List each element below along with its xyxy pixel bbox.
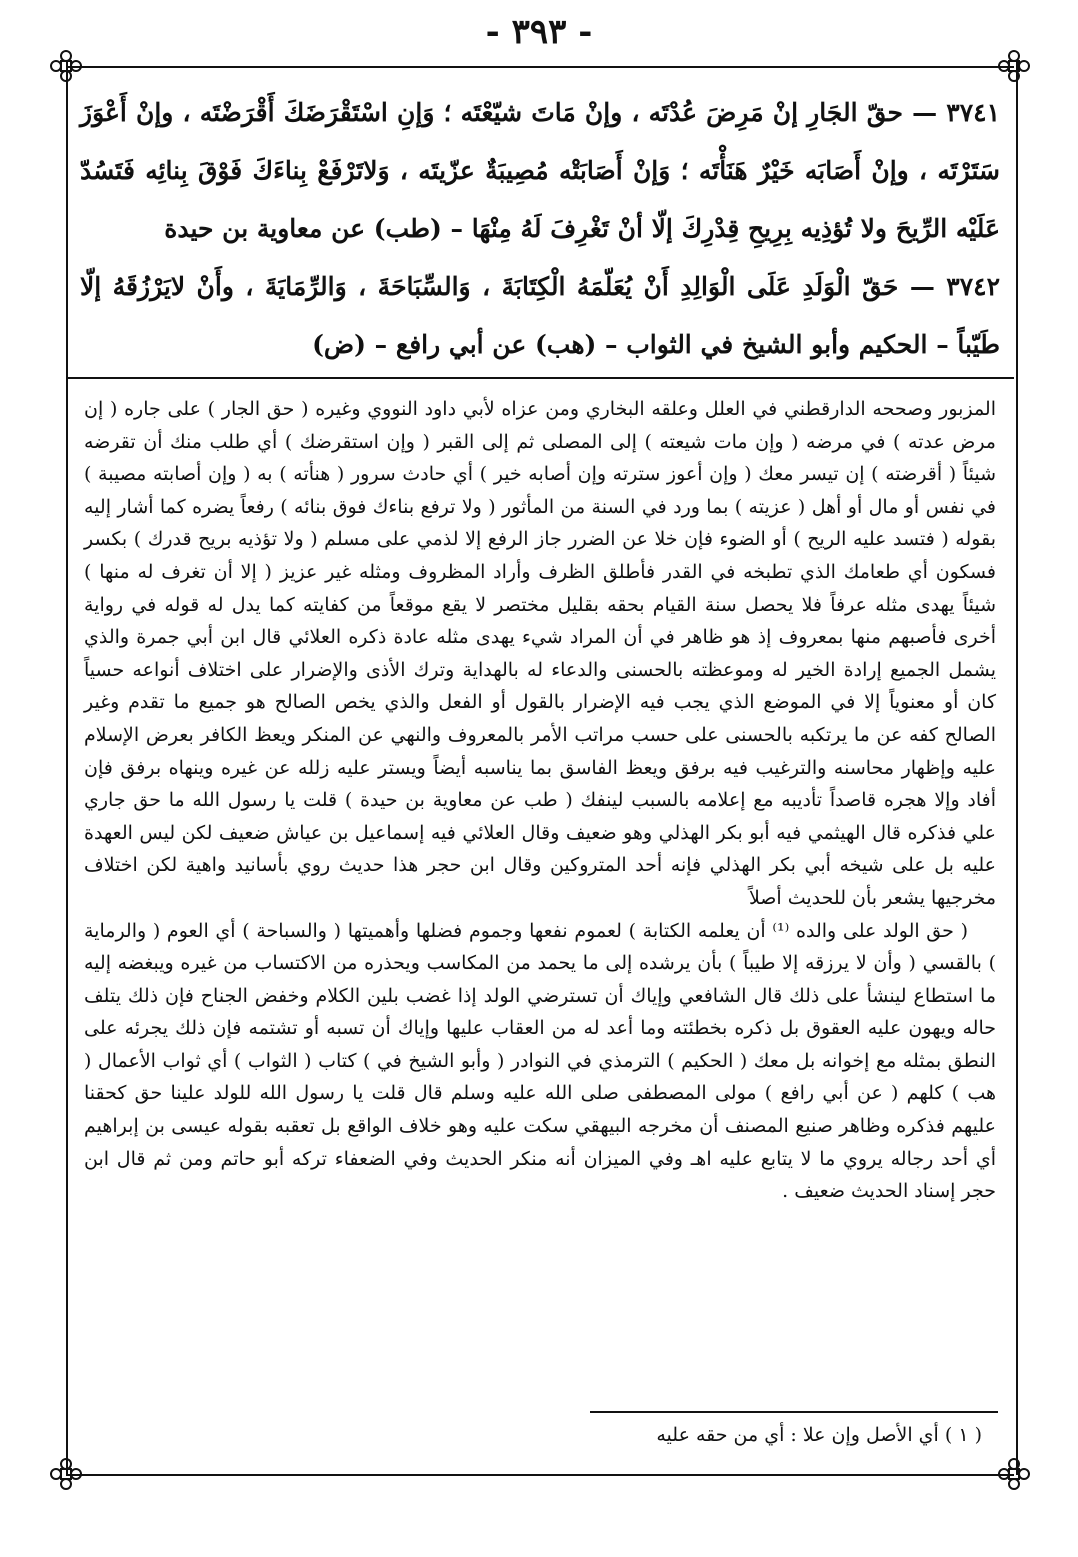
section-divider <box>66 377 1014 379</box>
corner-ornament-icon <box>998 50 1030 82</box>
hadith-entry: ٣٧٤٢ — حَقّ الْوَلَدِ عَلَى الْوَالِدِ أَنْ يُعَلّمَهُ الْكِتَابَةَ ، وَالسِّبَاحَةَ ، وَالرِّمَايَةَ ، وأَنْ لايَرْزُقَهُ إلّا طَيّباً – الحكيم وأبو الشيخ في الثواب – (هب) عن أبي رافع – (ض) <box>80 272 1000 359</box>
corner-ornament-icon <box>50 50 82 82</box>
corner-ornament-icon <box>998 1458 1030 1490</box>
hadith-entry: ٣٧٤١ — حقّ الجَارِ إنْ مَرِضَ عُدْتَه ، وإنْ مَاتَ شيّعْتَه ؛ وَإنِ اسْتَقْرَضَكَ أَقْرَضْتَه ، وإنْ أَعْوَزَ سَتَرْتَه ، وإنْ أَصَابَه خَيْرٌ هَنَأْتَه ؛ وَإنْ أَصَابَتْه مُصِيبَةٌ عزّيتَه ، وَلاتَرْفَعْ بِناءَكَ فَوْقَ بِنائِه فَتَسُدّ عَلَيْه الرِّيحَ ولا تُؤذِيه بِرِيحِ قِدْرِكَ إلّا أنْ تَغْرِفَ لَهُ مِنْهَا – (طب) عن معاوية بن حيدة <box>80 98 1000 243</box>
footnote: ( ١ ) أي الأصل وإن علا : أي من حقه عليه <box>656 1424 982 1446</box>
page-number: - ٣٩٣ - <box>485 12 593 52</box>
bottom-border <box>66 1474 1014 1476</box>
corner-ornament-icon <box>50 1458 82 1490</box>
hadith-text-section <box>80 84 1000 374</box>
commentary-paragraph: المزبور وصححه الدارقطني في العلل وعلقه البخاري ومن عزاه لأبي داود النووي وغيره ( حق الجار ) على جاره ( إن مرض عدته ) في مرضه ( وإن مات شيعته ) إلى المصلى ثم إلى القبر ( وإن استقرضك ) أي طلب منك أن تقرضه شيئاً ( أقرضته ) إن تيسر معك ( وإن أعوز سترته وإن أصابه خير ) أي حادث سرور ( هنأته ) به ( وإن أصابته مصيبة ) في نفس أو مال أو أهل ( عزيته ) بما ورد في السنة من المأثور ( ولا ترفع بناءك فوق بنائه ) رفعاً يضره كما أشار إليه بقوله ( فتسد عليه الريح ) أو الضوء فإن خلا عن الضرر جاز الرفع إلا لذمي على مسلم ( ولا تؤذيه بريح قدرك ) بكسر فسكون أي طعامك الذي تطبخه في القدر فأطلق الظرف وأراد المظروف ومثله غير عزيز ( إلا أن تغرف له منها ) شيئاً يهدى مثله عرفاً فلا يحصل سنة القيام بحقه بقليل مختصر لا يقع موقعاً من كفايته كما يدل له قوله في رواية أخرى فأصبهم منها بمعروف إذ هو ظاهر في أن المراد شيء يهدى مثله عادة ذكره العلائي قال ابن أبي جمرة والذي يشمل الجميع إرادة الخير له وموعظته بالحسنى والدعاء له بالهداية وترك الأذى والإضرار على اختلاف أنواعه حسياً كان أو معنوياً إلا في الموضع الذي يجب فيه الإضرار بالقول أو الفعل والذي يخص الصالح هو جميع ما تقدم وغير الصالح كفه عن ما يرتكبه بالحسنى على حسب مراتب الأمر بالمعروف والنهي عن المنكر ويعظ الكافر بعرض الإسلام عليه وإظهار محاسنه والترغيب فيه برفق ويعظ الفاسق بما يناسبه أيضاً ويستر عليه زلله عن غيره وينهاه برفق فإن أفاد وإلا هجره قاصداً تأديبه مع إعلامه بالسبب لينفك ( طب عن معاوية بن حيدة ) قلت يا رسول الله ما حق جاري علي فذكره قال الهيثمي فيه أبو بكر الهذلي وهو ضعيف وقال العلائي فيه إسماعيل بن عياش ضعيف لكن ليس العهدة عليه بل على شيخه أبي بكر الهذلي فإنه أحد المتروكين وقال ابن حجر هذا حديث روي بأسانيد واهية لكن اختلاف مخرجيها يشعر بأن للحديث أصلاً <box>84 398 997 909</box>
footnote-divider <box>590 1411 998 1413</box>
top-border <box>66 66 1014 68</box>
commentary-paragraph: ( حق الولد على والده ⁽¹⁾ أن يعلمه الكتابة ) لعموم نفعها وجموم فضلها وأهميتها ( والسباحة ) أي العوم ( والرماية ) بالقسي ( وأن لا يرزقه إلا طيباً ) بأن يرشده إلى ما يحمد من المكاسب ويحذره من الاكتساب من غيره ويبغضه إليه ما استطاع لينشأ على ذلك قال الشافعي وإياك أن تسترضي الولد إذا غضب بلين الكلام وخفض الجناح فإن ذلك يتلف حاله ويهون عليه العقوق بل ذكره بخطئته وما أعد له من العقاب عليها وإياك أن تسبه أو تشتمه فإن ذلك يجرئه على النطق بمثله مع إخوانه بل معك ( الحكيم ) الترمذي في النوادر ( وأبو الشيخ في ) كتاب ( الثواب ) أي ثواب الأعمال ( هب ) كلهم ( عن أبي رافع ) مولى المصطفى صلى الله عليه وسلم قال قلت يا رسول الله للولد علينا حق كحقنا عليهم فذكره وظاهر صنيع المصنف أن مخرجه البيهقي سكت عليه وهو خلاف الواقع بل تعقبه بقوله عيسى بن إبراهيم أي أحد رجاله يروي ما لا يتابع عليه اهـ وفي الميزان أنه منكر الحديث وفي الضعفاء تركه أبو حاتم ومن ثم قال ابن حجر إسناد الحديث ضعيف . <box>84 919 996 1203</box>
commentary-section <box>84 393 996 1208</box>
